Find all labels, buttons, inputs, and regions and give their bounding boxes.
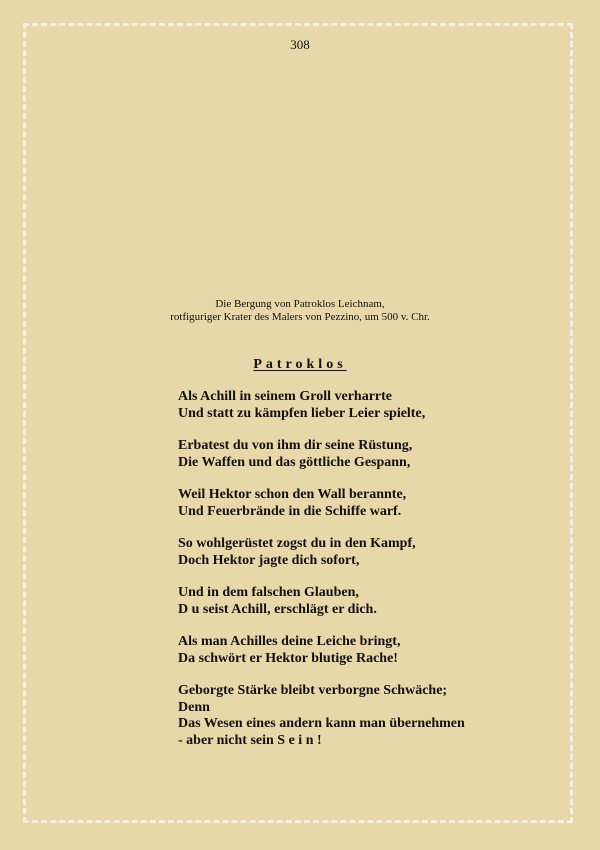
poem-line: Denn (178, 699, 210, 715)
poem-line: Als Achill in seinem Groll verharrte (178, 389, 392, 404)
poem-line: D u seist Achill, erschlägt er dich. (178, 601, 377, 617)
poem-line: Als man Achilles deine Leiche bringt, (178, 634, 401, 649)
poem-line: Erbatest du von ihm dir seine Rüstung, (178, 438, 413, 453)
poem-line: Geborgte Stärke bleibt verborgne Schwäche; (178, 683, 448, 698)
stanza (178, 683, 465, 749)
stanza (178, 585, 465, 618)
stanza (178, 634, 465, 667)
stanza (178, 438, 465, 471)
poem-line: Und statt zu kämpfen lieber Leier spielte, (178, 405, 426, 421)
poem-line: Da schwört er Hektor blutige Rache! (178, 650, 398, 666)
stanza (178, 536, 465, 569)
poem-line: Und in dem falschen Glauben, (178, 585, 359, 600)
page-number: 308 (290, 37, 310, 52)
poem-line: Und Feuerbrände in die Schiffe warf. (178, 503, 402, 519)
poem-line: So wohlgerüstet zogst du in den Kampf, (178, 536, 416, 551)
poem-line: Die Waffen und das göttliche Gespann, (178, 454, 411, 470)
poem-line: Das Wesen eines andern kann man übernehmen (178, 716, 465, 731)
image-caption (0, 298, 600, 324)
stanza (178, 389, 465, 422)
poem-line: Weil Hektor schon den Wall berannte, (178, 487, 407, 502)
caption-line-2: rotfiguriger Krater des Malers von Pezzino, um 500 v. Chr. (170, 311, 430, 323)
stanza (178, 487, 465, 520)
poem-line: - aber nicht sein S e i n ! (178, 732, 322, 748)
caption-line-1: Die Bergung von Patroklos Leichnam, (215, 298, 385, 310)
poem-line: Doch Hektor jagte dich sofort, (178, 552, 360, 568)
poem-title: Patroklos (253, 357, 347, 372)
poem-body (178, 389, 465, 765)
